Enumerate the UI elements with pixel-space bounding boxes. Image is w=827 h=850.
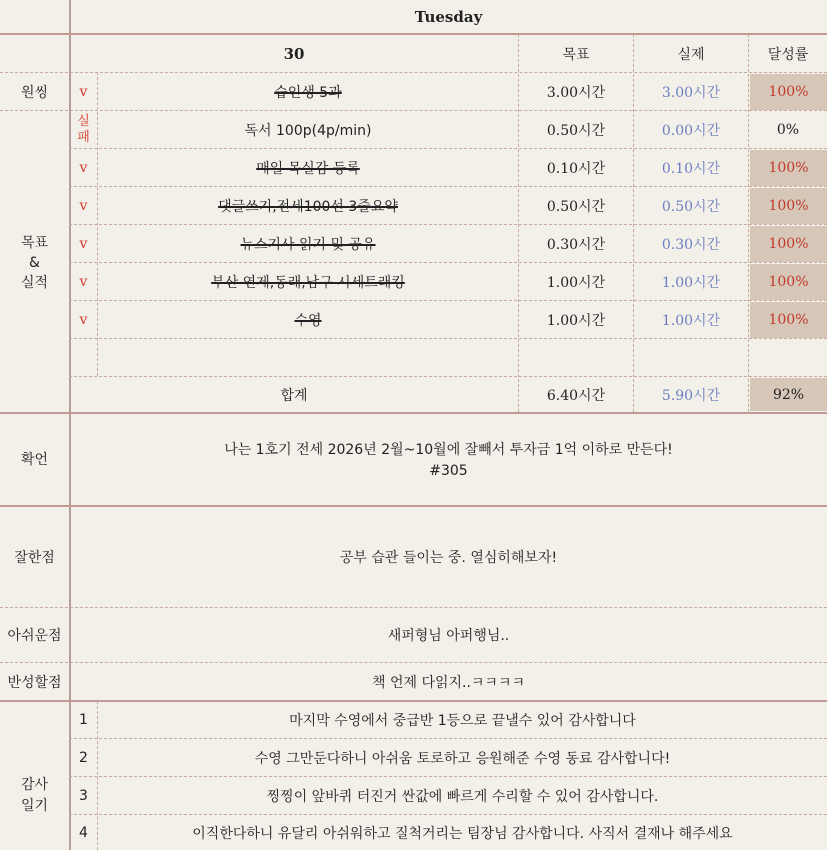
task-actual: 0.10시간: [661, 160, 721, 177]
task-mark: v: [79, 197, 88, 214]
task-name: 독서 100p(4p/min): [244, 122, 372, 139]
task-rate: 100%: [750, 150, 827, 186]
task-rate: 100%: [750, 302, 827, 338]
total-rate: 92%: [750, 378, 827, 411]
task-mark-failed: 실패: [77, 114, 90, 145]
section-goals-line3: 실적: [20, 275, 49, 291]
gratitude-item: 찡찡이 앞바퀴 터진거 싼값에 빠르게 수리할 수 있어 감사합니다.: [266, 788, 659, 805]
task-goal: 3.00시간: [546, 84, 606, 101]
task-goal: 1.00시간: [546, 274, 606, 291]
actual-column-header: 실제: [677, 46, 705, 63]
task-rate: 100%: [750, 74, 827, 110]
task-mark: v: [79, 83, 88, 100]
section-well-done: 잘한점: [14, 550, 55, 566]
task-name: 습인생 5과: [274, 84, 342, 101]
task-rate: 100%: [750, 188, 827, 224]
gratitude-number: 3: [79, 787, 88, 804]
regret-text: 새퍼형님 아퍼행님..: [387, 628, 510, 644]
gratitude-number: 4: [79, 824, 88, 841]
gratitude-number: 2: [79, 749, 88, 766]
affirmation-line1: 나는 1호기 전세 2026년 2월~10월에 잘빼서 투자금 1억 이하로 만든다!: [224, 442, 673, 458]
section-gratitude-line2: 일기: [20, 798, 49, 814]
section-goals: [0, 233, 69, 295]
section-goals-line1: 목표: [20, 235, 49, 251]
goal-column-header: 목표: [562, 46, 590, 63]
task-rate: 100%: [750, 264, 827, 300]
reflect-text: 책 언제 다읽지..ㅋㅋㅋㅋ: [371, 674, 526, 691]
task-mark: v: [79, 235, 88, 252]
task-goal: 0.50시간: [546, 198, 606, 215]
total-actual: 5.90시간: [661, 387, 721, 404]
task-actual: 1.00시간: [661, 312, 721, 329]
total-label: 합계: [280, 387, 308, 404]
task-mark: v: [79, 159, 88, 176]
date-label: 30: [283, 44, 305, 63]
task-actual: 1.00시간: [661, 274, 721, 291]
task-goal: 1.00시간: [546, 312, 606, 329]
affirmation-line2: #305: [429, 463, 468, 479]
table-bottom-divider: [0, 412, 827, 414]
gratitude-item: 수영 그만둔다하니 아쉬움 토로하고 응원해준 수영 동료 감사합니다!: [254, 750, 671, 767]
section-reflect: 반성할점: [7, 674, 62, 691]
task-goal: 0.30시간: [546, 236, 606, 253]
section-confirm: 확언: [20, 452, 49, 468]
well-done-text: 공부 습관 들이는 중. 열심히해보자!: [339, 550, 558, 566]
section-gratitude: [0, 775, 69, 819]
task-rate: 0%: [776, 121, 800, 138]
task-name: 부산 연제,동래,남구 시세트래킹: [211, 274, 405, 291]
task-name: 매일 목실감 등록: [256, 160, 360, 177]
section-regret: 아쉬운점: [7, 628, 62, 644]
gratitude-number: 1: [79, 712, 88, 728]
day-title: Tuesday: [414, 7, 483, 26]
row-line: [69, 338, 827, 339]
gratitude-item: 마지막 수영에서 중급반 1등으로 끝낼수 있어 감사합니다: [289, 713, 636, 729]
task-actual: 0.30시간: [661, 236, 721, 253]
affirmation-text: [70, 440, 827, 484]
gratitude-item: 이직한다하니 유달리 아쉬워하고 질척거리는 팀장님 감사합니다. 사직서 결재나 해주세요: [192, 825, 733, 842]
section-gratitude-line1: 감사: [20, 777, 49, 793]
section-warming: 원씽: [20, 84, 49, 101]
total-goal: 6.40시간: [546, 387, 606, 404]
task-name: 댓글쓰기,전세100선 3줄요약: [218, 198, 398, 215]
rate-column-header: 달성률: [767, 46, 809, 63]
task-rate: 100%: [750, 226, 827, 262]
task-mark: v: [79, 273, 88, 290]
task-name: 뉴스기사 읽기 및 공유: [240, 236, 376, 253]
task-goal: 0.50시간: [546, 122, 606, 139]
task-actual: 0.50시간: [661, 198, 721, 215]
task-goal: 0.10시간: [546, 160, 606, 177]
task-actual: 3.00시간: [661, 84, 721, 101]
section-goals-line2: &: [29, 255, 40, 271]
task-actual: 0.00시간: [661, 122, 721, 139]
task-name: 수영: [294, 312, 322, 329]
rate-column-divider: [748, 34, 749, 412]
task-mark: v: [79, 311, 88, 328]
